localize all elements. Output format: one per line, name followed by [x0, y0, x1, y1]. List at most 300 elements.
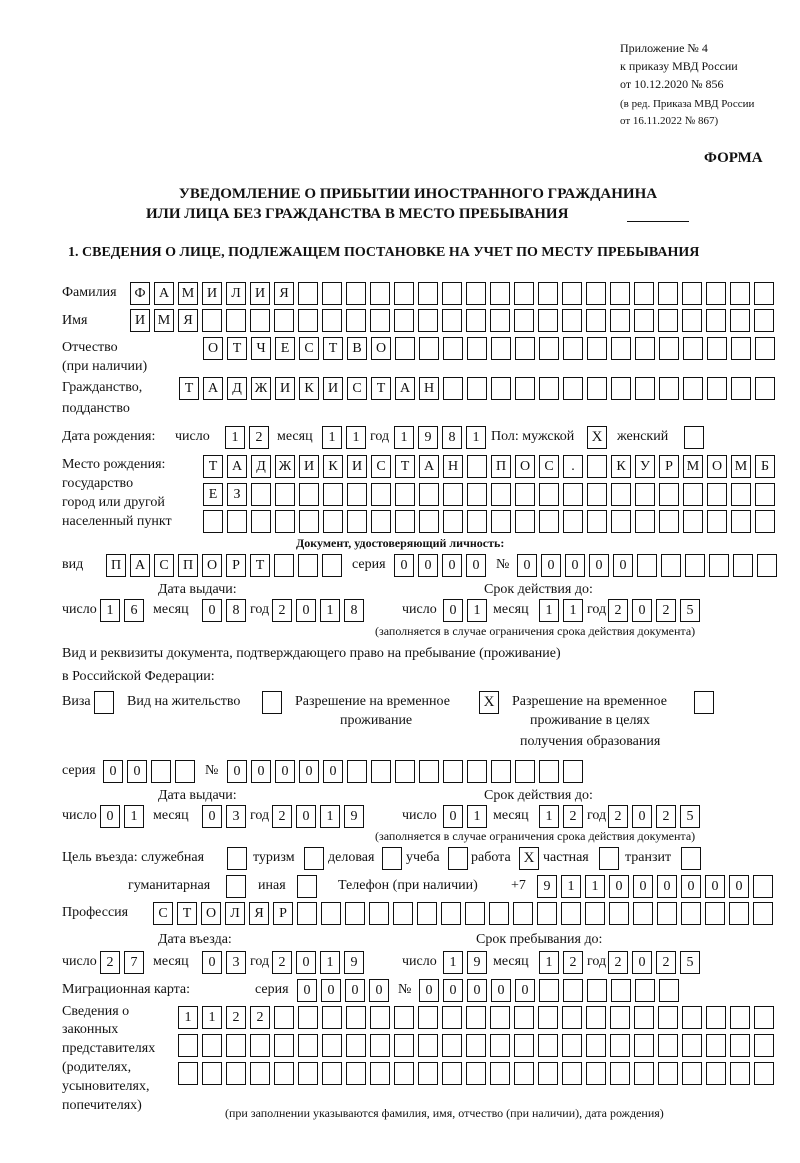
sex-male-checkbox[interactable]: X [587, 426, 607, 449]
char-box[interactable] [419, 483, 439, 506]
char-box[interactable]: 1 [443, 951, 463, 974]
char-box[interactable]: С [539, 455, 559, 478]
char-box[interactable] [658, 282, 678, 305]
char-box[interactable]: 1 [467, 805, 487, 828]
char-box[interactable]: П [178, 554, 198, 577]
purpose-humanitarian-checkbox[interactable] [226, 875, 246, 898]
char-box[interactable] [754, 309, 774, 332]
char-box[interactable]: 1 [124, 805, 144, 828]
char-box[interactable] [611, 510, 631, 533]
char-box[interactable] [707, 483, 727, 506]
stay-valid-year-field[interactable] [608, 805, 700, 828]
char-box[interactable] [514, 282, 534, 305]
char-box[interactable]: 2 [608, 951, 628, 974]
char-box[interactable]: П [491, 455, 511, 478]
char-box[interactable] [706, 1062, 726, 1085]
char-box[interactable]: 0 [297, 979, 317, 1002]
char-box[interactable]: С [299, 337, 319, 360]
char-box[interactable]: 2 [656, 951, 676, 974]
char-box[interactable] [562, 1062, 582, 1085]
stay-valid-day-field[interactable] [443, 805, 487, 828]
char-box[interactable]: 0 [466, 554, 486, 577]
char-box[interactable]: И [347, 455, 367, 478]
char-box[interactable] [371, 760, 391, 783]
char-box[interactable] [274, 554, 294, 577]
char-box[interactable] [490, 1062, 510, 1085]
char-box[interactable] [683, 377, 703, 400]
birth-day-field[interactable] [225, 426, 269, 449]
char-box[interactable] [369, 902, 389, 925]
char-box[interactable]: 0 [275, 760, 295, 783]
char-box[interactable] [346, 1062, 366, 1085]
char-box[interactable]: 1 [467, 599, 487, 622]
char-box[interactable] [298, 554, 318, 577]
char-box[interactable]: 1 [225, 426, 245, 449]
char-box[interactable] [443, 760, 463, 783]
char-box[interactable]: У [635, 455, 655, 478]
char-box[interactable]: 0 [632, 805, 652, 828]
char-box[interactable]: 0 [442, 554, 462, 577]
char-box[interactable] [275, 510, 295, 533]
char-box[interactable]: Д [251, 455, 271, 478]
char-box[interactable] [682, 1062, 702, 1085]
residence-permit-checkbox[interactable] [262, 691, 282, 714]
char-box[interactable] [467, 337, 487, 360]
char-box[interactable] [299, 510, 319, 533]
char-box[interactable] [683, 510, 703, 533]
char-box[interactable]: 1 [563, 599, 583, 622]
purpose-business-checkbox[interactable] [382, 847, 402, 870]
char-box[interactable] [562, 309, 582, 332]
char-box[interactable]: М [178, 282, 198, 305]
char-box[interactable] [394, 1062, 414, 1085]
char-box[interactable] [395, 510, 415, 533]
char-box[interactable] [490, 309, 510, 332]
char-box[interactable] [562, 282, 582, 305]
char-box[interactable] [586, 1034, 606, 1057]
char-box[interactable] [682, 309, 702, 332]
char-box[interactable] [635, 377, 655, 400]
char-box[interactable]: Т [177, 902, 197, 925]
char-box[interactable] [754, 1034, 774, 1057]
char-box[interactable]: К [299, 377, 319, 400]
char-box[interactable]: 0 [443, 599, 463, 622]
char-box[interactable] [683, 337, 703, 360]
char-box[interactable] [635, 337, 655, 360]
char-box[interactable]: И [299, 455, 319, 478]
char-box[interactable]: Т [250, 554, 270, 577]
char-box[interactable]: И [202, 282, 222, 305]
char-box[interactable]: 0 [491, 979, 511, 1002]
char-box[interactable]: Ж [251, 377, 271, 400]
char-box[interactable]: 0 [443, 979, 463, 1002]
char-box[interactable] [513, 902, 533, 925]
char-box[interactable] [298, 1034, 318, 1057]
char-box[interactable]: 2 [100, 951, 120, 974]
char-box[interactable] [274, 309, 294, 332]
char-box[interactable]: Я [178, 309, 198, 332]
char-box[interactable]: Т [395, 455, 415, 478]
char-box[interactable] [418, 1034, 438, 1057]
char-box[interactable]: 9 [418, 426, 438, 449]
char-box[interactable] [490, 1006, 510, 1029]
char-box[interactable]: 2 [272, 805, 292, 828]
char-box[interactable]: 8 [226, 599, 246, 622]
char-box[interactable]: 2 [608, 805, 628, 828]
char-box[interactable]: 2 [656, 805, 676, 828]
char-box[interactable] [587, 377, 607, 400]
char-box[interactable]: 9 [344, 805, 364, 828]
char-box[interactable] [563, 510, 583, 533]
char-box[interactable]: Е [203, 483, 223, 506]
char-box[interactable] [394, 1006, 414, 1029]
stay-valid-month-field[interactable] [539, 805, 583, 828]
char-box[interactable] [443, 510, 463, 533]
char-box[interactable] [298, 309, 318, 332]
char-box[interactable]: А [130, 554, 150, 577]
char-box[interactable]: 0 [729, 875, 749, 898]
char-box[interactable] [658, 1034, 678, 1057]
char-box[interactable]: 1 [320, 599, 340, 622]
purpose-work-checkbox[interactable]: X [519, 847, 539, 870]
char-box[interactable] [467, 760, 487, 783]
char-box[interactable] [466, 1006, 486, 1029]
char-box[interactable]: 5 [680, 599, 700, 622]
char-box[interactable] [635, 510, 655, 533]
char-box[interactable]: 1 [394, 426, 414, 449]
char-box[interactable]: О [707, 455, 727, 478]
char-box[interactable] [634, 1062, 654, 1085]
char-box[interactable]: 3 [226, 951, 246, 974]
char-box[interactable] [395, 483, 415, 506]
id-doc-number-field[interactable] [517, 554, 777, 577]
char-box[interactable]: С [347, 377, 367, 400]
char-box[interactable]: 0 [369, 979, 389, 1002]
char-box[interactable] [418, 1062, 438, 1085]
char-box[interactable] [539, 760, 559, 783]
char-box[interactable] [418, 282, 438, 305]
char-box[interactable]: 2 [608, 599, 628, 622]
char-box[interactable] [754, 1062, 774, 1085]
char-box[interactable] [683, 483, 703, 506]
char-box[interactable] [706, 1006, 726, 1029]
char-box[interactable] [442, 1006, 462, 1029]
char-box[interactable] [203, 510, 223, 533]
char-box[interactable] [250, 309, 270, 332]
char-box[interactable]: О [201, 902, 221, 925]
char-box[interactable] [587, 510, 607, 533]
id-doc-type-field[interactable] [106, 554, 342, 577]
char-box[interactable] [175, 760, 195, 783]
char-box[interactable] [586, 282, 606, 305]
char-box[interactable] [587, 455, 607, 478]
char-box[interactable]: 0 [299, 760, 319, 783]
char-box[interactable]: С [371, 455, 391, 478]
id-issue-day-field[interactable] [100, 599, 144, 622]
char-box[interactable] [299, 483, 319, 506]
char-box[interactable]: 0 [251, 760, 271, 783]
char-box[interactable]: 0 [443, 805, 463, 828]
id-issue-year-field[interactable] [272, 599, 364, 622]
char-box[interactable]: О [515, 455, 535, 478]
char-box[interactable] [274, 1062, 294, 1085]
char-box[interactable] [393, 902, 413, 925]
char-box[interactable] [418, 309, 438, 332]
char-box[interactable] [227, 510, 247, 533]
representatives-row-1[interactable] [178, 1006, 774, 1029]
char-box[interactable]: 1 [466, 426, 486, 449]
char-box[interactable]: 0 [100, 805, 120, 828]
char-box[interactable]: 1 [320, 805, 340, 828]
char-box[interactable]: А [395, 377, 415, 400]
char-box[interactable] [466, 1034, 486, 1057]
char-box[interactable] [395, 337, 415, 360]
char-box[interactable] [322, 1062, 342, 1085]
birthplace-row-1[interactable] [203, 455, 775, 478]
char-box[interactable] [586, 1062, 606, 1085]
char-box[interactable]: 0 [127, 760, 147, 783]
char-box[interactable] [514, 1062, 534, 1085]
char-box[interactable] [658, 309, 678, 332]
char-box[interactable]: 0 [419, 979, 439, 1002]
char-box[interactable] [707, 377, 727, 400]
char-box[interactable] [251, 483, 271, 506]
char-box[interactable] [731, 483, 751, 506]
char-box[interactable] [467, 377, 487, 400]
char-box[interactable] [394, 1034, 414, 1057]
char-box[interactable]: И [323, 377, 343, 400]
char-box[interactable] [322, 1034, 342, 1057]
char-box[interactable] [298, 1062, 318, 1085]
char-box[interactable]: Т [227, 337, 247, 360]
char-box[interactable]: 1 [320, 951, 340, 974]
representatives-row-2[interactable] [178, 1034, 774, 1057]
char-box[interactable]: Т [179, 377, 199, 400]
char-box[interactable] [610, 1062, 630, 1085]
char-box[interactable]: 3 [226, 805, 246, 828]
char-box[interactable]: 0 [565, 554, 585, 577]
char-box[interactable] [515, 483, 535, 506]
char-box[interactable]: Р [226, 554, 246, 577]
char-box[interactable] [346, 309, 366, 332]
char-box[interactable] [514, 309, 534, 332]
char-box[interactable]: Р [273, 902, 293, 925]
char-box[interactable] [707, 337, 727, 360]
char-box[interactable] [730, 309, 750, 332]
char-box[interactable]: Р [659, 455, 679, 478]
temp-residence-edu-checkbox[interactable] [694, 691, 714, 714]
char-box[interactable] [659, 377, 679, 400]
char-box[interactable] [563, 483, 583, 506]
char-box[interactable]: 1 [178, 1006, 198, 1029]
char-box[interactable] [563, 979, 583, 1002]
sex-female-checkbox[interactable] [684, 426, 704, 449]
char-box[interactable] [539, 337, 559, 360]
char-box[interactable] [561, 902, 581, 925]
char-box[interactable]: 0 [345, 979, 365, 1002]
char-box[interactable] [538, 1062, 558, 1085]
char-box[interactable] [634, 1006, 654, 1029]
char-box[interactable] [491, 510, 511, 533]
char-box[interactable]: 1 [539, 951, 559, 974]
char-box[interactable] [466, 309, 486, 332]
stay-doc-number-field[interactable] [227, 760, 583, 783]
char-box[interactable] [610, 309, 630, 332]
phone-field[interactable] [537, 875, 773, 898]
char-box[interactable] [202, 309, 222, 332]
visa-checkbox[interactable] [94, 691, 114, 714]
migration-card-series-field[interactable] [297, 979, 389, 1002]
char-box[interactable] [637, 554, 657, 577]
char-box[interactable] [489, 902, 509, 925]
char-box[interactable]: 2 [563, 951, 583, 974]
char-box[interactable] [226, 309, 246, 332]
char-box[interactable] [538, 282, 558, 305]
char-box[interactable] [178, 1034, 198, 1057]
representatives-row-3[interactable] [178, 1062, 774, 1085]
birth-month-field[interactable] [322, 426, 366, 449]
char-box[interactable]: 9 [537, 875, 557, 898]
char-box[interactable] [611, 377, 631, 400]
char-box[interactable] [323, 483, 343, 506]
char-box[interactable] [562, 1006, 582, 1029]
char-box[interactable] [563, 760, 583, 783]
char-box[interactable] [467, 510, 487, 533]
char-box[interactable] [151, 760, 171, 783]
char-box[interactable]: А [203, 377, 223, 400]
char-box[interactable]: 2 [249, 426, 269, 449]
char-box[interactable] [635, 979, 655, 1002]
char-box[interactable] [757, 554, 777, 577]
char-box[interactable] [730, 1034, 750, 1057]
char-box[interactable] [346, 282, 366, 305]
char-box[interactable] [586, 309, 606, 332]
char-box[interactable]: 0 [632, 951, 652, 974]
char-box[interactable]: 2 [272, 951, 292, 974]
char-box[interactable] [537, 902, 557, 925]
char-box[interactable] [659, 483, 679, 506]
char-box[interactable] [274, 1034, 294, 1057]
char-box[interactable] [706, 282, 726, 305]
char-box[interactable]: 1 [322, 426, 342, 449]
stay-until-day-field[interactable] [443, 951, 487, 974]
char-box[interactable] [371, 483, 391, 506]
patronymic-field[interactable] [203, 337, 775, 360]
char-box[interactable] [730, 1006, 750, 1029]
char-box[interactable] [345, 902, 365, 925]
char-box[interactable] [491, 760, 511, 783]
char-box[interactable] [442, 282, 462, 305]
char-box[interactable] [538, 309, 558, 332]
char-box[interactable]: Т [323, 337, 343, 360]
char-box[interactable]: 5 [680, 951, 700, 974]
char-box[interactable] [681, 902, 701, 925]
char-box[interactable]: 9 [344, 951, 364, 974]
char-box[interactable]: 1 [539, 599, 559, 622]
stay-issue-day-field[interactable] [100, 805, 144, 828]
char-box[interactable] [730, 1062, 750, 1085]
char-box[interactable]: 6 [124, 599, 144, 622]
char-box[interactable] [443, 483, 463, 506]
name-field[interactable] [130, 309, 774, 332]
char-box[interactable] [658, 1062, 678, 1085]
char-box[interactable] [754, 1006, 774, 1029]
char-box[interactable] [298, 1006, 318, 1029]
char-box[interactable] [419, 760, 439, 783]
char-box[interactable] [709, 554, 729, 577]
char-box[interactable] [443, 337, 463, 360]
char-box[interactable]: 2 [656, 599, 676, 622]
char-box[interactable]: 0 [632, 599, 652, 622]
stay-until-month-field[interactable] [539, 951, 583, 974]
char-box[interactable]: 1 [585, 875, 605, 898]
char-box[interactable]: 0 [103, 760, 123, 783]
char-box[interactable] [298, 282, 318, 305]
char-box[interactable]: А [154, 282, 174, 305]
char-box[interactable]: 1 [561, 875, 581, 898]
char-box[interactable] [370, 309, 390, 332]
char-box[interactable] [347, 483, 367, 506]
char-box[interactable]: 2 [272, 599, 292, 622]
purpose-private-checkbox[interactable] [599, 847, 619, 870]
stay-doc-series-field[interactable] [103, 760, 195, 783]
char-box[interactable] [466, 1062, 486, 1085]
char-box[interactable] [706, 1034, 726, 1057]
char-box[interactable]: Е [275, 337, 295, 360]
char-box[interactable] [635, 483, 655, 506]
id-valid-month-field[interactable] [539, 599, 583, 622]
char-box[interactable]: 9 [467, 951, 487, 974]
stay-issue-year-field[interactable] [272, 805, 364, 828]
id-issue-month-field[interactable] [202, 599, 246, 622]
char-box[interactable]: 8 [344, 599, 364, 622]
char-box[interactable] [395, 760, 415, 783]
char-box[interactable] [753, 902, 773, 925]
char-box[interactable]: 0 [321, 979, 341, 1002]
char-box[interactable]: М [154, 309, 174, 332]
char-box[interactable]: 0 [202, 599, 222, 622]
char-box[interactable] [587, 337, 607, 360]
char-box[interactable] [491, 377, 511, 400]
char-box[interactable] [754, 282, 774, 305]
char-box[interactable] [657, 902, 677, 925]
char-box[interactable] [250, 1034, 270, 1057]
char-box[interactable]: 0 [681, 875, 701, 898]
char-box[interactable] [733, 554, 753, 577]
char-box[interactable] [755, 337, 775, 360]
id-doc-series-field[interactable] [394, 554, 486, 577]
char-box[interactable] [490, 282, 510, 305]
char-box[interactable] [370, 282, 390, 305]
char-box[interactable] [563, 377, 583, 400]
birth-year-field[interactable] [394, 426, 486, 449]
char-box[interactable]: З [227, 483, 247, 506]
char-box[interactable] [538, 1006, 558, 1029]
birthplace-row-3[interactable] [203, 510, 775, 533]
char-box[interactable]: 2 [250, 1006, 270, 1029]
char-box[interactable] [755, 377, 775, 400]
char-box[interactable] [466, 282, 486, 305]
char-box[interactable] [322, 282, 342, 305]
char-box[interactable] [659, 337, 679, 360]
char-box[interactable] [251, 510, 271, 533]
char-box[interactable] [419, 337, 439, 360]
char-box[interactable] [371, 510, 391, 533]
char-box[interactable]: 0 [296, 805, 316, 828]
char-box[interactable] [634, 282, 654, 305]
char-box[interactable] [753, 875, 773, 898]
char-box[interactable] [610, 1034, 630, 1057]
